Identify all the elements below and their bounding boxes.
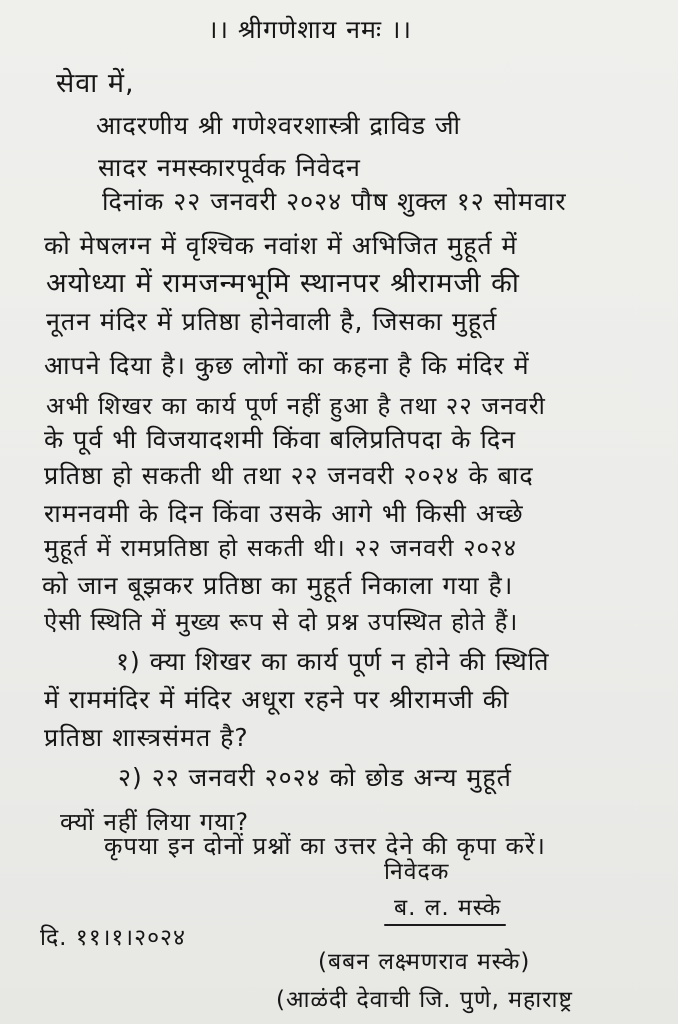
- invocation-heading: ।। श्रीगणेशाय नमः ।।: [208, 15, 412, 44]
- sender-full-name: (बबन लक्ष्मणराव मस्के): [318, 949, 531, 975]
- signature-underline: [384, 924, 506, 926]
- body-line-10: मुहूर्त में रामप्रतिष्ठा हो सकती थी। २२ जनवरी २०२४: [44, 534, 517, 562]
- sender-address: (आळंदी देवाची जि. पुणे, महाराष्ट्र: [276, 987, 573, 1013]
- body-line-17: क्यों नहीं लिया गया?: [60, 808, 250, 836]
- letter-date: दि. ११।१।२०२४: [40, 925, 186, 951]
- recipient: आदरणीय श्री गणेश्वरशास्त्री द्राविड जी: [96, 111, 461, 140]
- body-line-7: के पूर्व भी विजयादशमी किंवा बलिप्रतिपदा के दिन: [44, 425, 517, 454]
- salutation: सेवा में,: [56, 68, 135, 99]
- body-line-6: अभी शिखर का कार्य पूर्ण नहीं हुआ है तथा २२ जनवरी: [46, 392, 546, 420]
- body-line-18: कृपया इन दोनों प्रश्नों का उत्तर देने की कृपा करें।: [104, 832, 546, 860]
- signature: ब. ल. मस्के: [394, 895, 502, 921]
- closing-label: निवेदक: [384, 859, 450, 885]
- body-line-4: नूतन मंदिर में प्रतिष्ठा होनेवाली है, जिसका मुहूर्त: [46, 307, 498, 336]
- greeting: सादर नमस्कारपूर्वक निवेदन: [98, 153, 361, 182]
- body-line-9: रामनवमी के दिन किंवा उसके आगे भी किसी अच्छे: [44, 499, 524, 528]
- body-line-5: आपने दिया है। कुछ लोगों का कहना है कि मंदिर में: [44, 351, 530, 380]
- body-line-3: अयोध्या में रामजन्मभूमि स्थानपर श्रीरामजी की: [46, 268, 520, 299]
- body-line-11: को जान बूझकर प्रतिष्ठा का मुहूर्त निकाला गया है।: [42, 571, 514, 600]
- body-line-13: १) क्या शिखर का कार्य पूर्ण न होने की स्थिति: [116, 647, 550, 676]
- body-line-14: में राममंदिर में मंदिर अधूरा रहने पर श्रीरामजी की: [44, 685, 510, 714]
- body-line-1: दिनांक २२ जनवरी २०२४ पौष शुक्ल १२ सोमवार: [102, 187, 567, 216]
- body-line-8: प्रतिष्ठा हो सकती थी तथा २२ जनवरी २०२४ के बाद: [44, 461, 534, 490]
- body-line-16: २) २२ जनवरी २०२४ को छोड अन्य मुहूर्त: [118, 763, 512, 792]
- body-line-15: प्रतिष्ठा शास्त्रसंमत है?: [44, 723, 249, 752]
- body-line-2: को मेषलग्न में वृश्चिक नवांश में अभिजित मुहूर्त में: [44, 231, 518, 260]
- body-line-12: ऐसी स्थिति में मुख्य रूप से दो प्रश्न उपस्थित होते हैं।: [44, 608, 519, 636]
